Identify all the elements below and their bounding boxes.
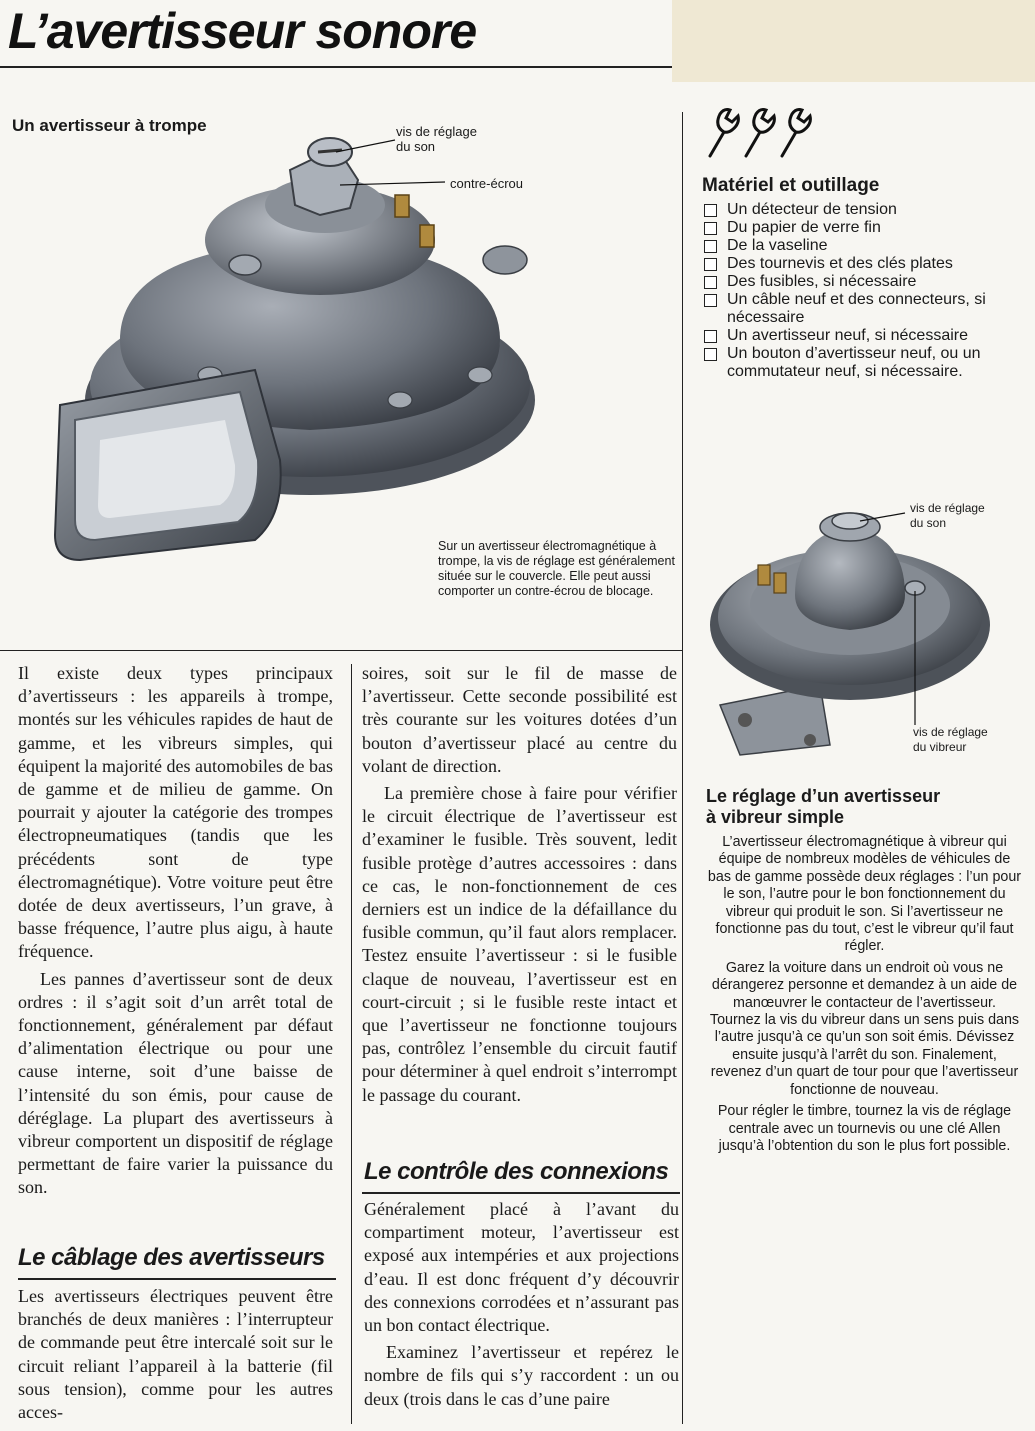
section-connections-rule (362, 1192, 680, 1194)
figure2-label-sound-screw (910, 501, 985, 531)
section-wiring-paragraph: Les avertisseurs électriques peuvent être branchés de deux manières : l’interrupteur de commande peut être intercalé soit sur le circuit reliant l’appareil à la batterie (fil sous tension), comme pour les autres acces- (18, 1286, 333, 1423)
checkbox-icon[interactable] (704, 240, 717, 253)
tools-item-label: Des fusibles, si nécessaire (727, 273, 917, 290)
section-connections-paragraph: Examinez l’avertisseur et repérez le nombre de fils qui s’y raccordent : un ou deux (trois dans le cas d’une paire (364, 1342, 679, 1409)
column2-text (362, 662, 677, 1107)
tools-item (702, 219, 1027, 237)
section-connections-text (364, 1198, 679, 1411)
section-wiring-rule (18, 1278, 336, 1280)
figure2-label-vibrator-screw-line1: vis de réglage (913, 725, 988, 739)
wrench-icon (702, 106, 822, 160)
section-vibrator-heading (706, 786, 940, 828)
column2-paragraph: La première chose à faire pour vérifier le circuit électrique de l’avertisseur est d’examiner le fusible. Très souvent, ledit fusible protège d’autres accessoires : dans ce cas, le non-fonctionnement de ces derniers est un indice de la défaillance du fusible commun, qu’il faut alors remplacer. Testez ensuite l’avertisseur : si le fusible claque de nouveau, l’avertisseur est en court-circuit ; si le fusible reste intact et que l’avertisseur ne fonctionne toujours pas, contrôlez l’ensemble du circuit fautif pour déterminer à quel endroit s’interrompt le passage du courant. (362, 783, 677, 1105)
figure1-caption: Sur un avertisseur électromagnétique à trompe, la vis de réglage est généralement située sur le couvercle. Elle peut aussi comporter un contre-écrou de blocage. (438, 539, 675, 598)
page-title: L’avertisseur sonore (8, 3, 477, 59)
tools-item (702, 201, 1027, 219)
column1-text (18, 662, 333, 1200)
tools-item-label: De la vaseline (727, 237, 828, 254)
section-vibrator-heading-line2: à vibreur simple (706, 807, 845, 827)
figure2-label-sound-screw-line2: du son (910, 516, 947, 530)
figure-bottom-rule (0, 650, 682, 651)
checkbox-icon[interactable] (704, 222, 717, 235)
tools-item-label: Un bouton d’avertisseur neuf, ou un commutateur neuf, si nécessaire. (727, 345, 981, 380)
section-connections-paragraph: Généralement placé à l’avant du compartiment moteur, l’avertisseur est exposé aux intempéries et aux projections d’eau. Il est donc fréquent d’y découvrir des connexions corrodées et n’assurant pas un bon contact électrique. (364, 1199, 679, 1336)
checkbox-icon[interactable] (704, 204, 717, 217)
tools-item (702, 327, 1027, 345)
tools-item-label: Des tournevis et des clés plates (727, 255, 953, 272)
section-connections-heading: Le contrôle des connexions (364, 1158, 669, 1185)
title-rule (0, 66, 672, 68)
middle-column-rule (351, 664, 352, 1424)
checkbox-icon[interactable] (704, 294, 717, 307)
figure1-label-locknut: contre-écrou (450, 176, 523, 191)
section-wiring-text (18, 1285, 333, 1424)
checkbox-icon[interactable] (704, 258, 717, 271)
figure2-label-vibrator-screw-line2: du vibreur (913, 740, 967, 754)
figure1-heading: Un avertisseur à trompe (12, 116, 207, 135)
tools-item (702, 237, 1027, 255)
tools-item-label: Un détecteur de tension (727, 201, 897, 218)
section-vibrator-heading-line1: Le réglage d’un avertisseur (706, 786, 941, 806)
figure1-label-sound-screw-line1: vis de réglage (396, 124, 477, 139)
section-vibrator-paragraph: Pour régler le timbre, tournez la vis de réglage centrale avec un tournevis ou une clé Allen jusqu’à l’obtention du son le plus fort possible. (717, 1103, 1012, 1154)
tools-checklist (702, 201, 1027, 381)
figure1-label-sound-screw (396, 124, 477, 154)
column2-paragraph: soires, soit sur le fil de masse de l’avertisseur. Cette seconde possibilité est très courante sur les voitures dotées d’un bouton d’avertisseur placé au centre du volant de direction. (362, 663, 677, 776)
checkbox-icon[interactable] (704, 276, 717, 289)
tools-item (702, 273, 1027, 291)
tools-item-label: Du papier de verre fin (727, 219, 881, 236)
tools-item (702, 291, 1027, 327)
checkbox-icon[interactable] (704, 348, 717, 361)
column1-paragraph: Il existe deux types principaux d’avertisseurs : les appareils à trompe, montés sur les véhicules rapides de haut de gamme, et les vibreurs simples, qui équipent la majorité des automobiles de bas de gamme et de milieu de gamme. On pourrait y ajouter la catégorie des trompes électropneumatiques (tandis que les précédents sont de type électromagnétique). Votre voiture peut être dotée de deux avertisseurs, l’un grave, à basse fréquence, l’autre plus aigu, à haute fréquence. (18, 663, 333, 962)
column1-paragraph: Les pannes d’avertisseur sont de deux ordres : il s’agit soit d’un arrêt total de fonctionnement, généralement par défaut d’alimentation électrique ou pour une cause interne, soit d’une baisse de l’intensité du son émis, pour cause de déréglage. La plupart des avertisseurs à vibreur comportent un dispositif de réglage permettant de faire varier la puissance du son. (18, 968, 333, 1198)
section-vibrator-paragraph: L’avertisseur électromagnétique à vibreur qui équipe de nombreux modèles de véhicules de bas de gamme possède deux réglages : l’un pour le son, l’autre pour le bon fonctionnement du vibreur qui produit le son. Si l’avertisseur ne fonctionne pas du tout, c’est le vibreur qu’il faut régler. (707, 834, 1022, 955)
page-corner-background (672, 0, 1035, 82)
figure2-label-sound-screw-line1: vis de réglage (910, 501, 985, 515)
section-vibrator-paragraph: Garez la voiture dans un endroit où vous ne dérangerez personne et demandez à un aide de manœuvrer le contacteur de l’avertisseur. Tournez la vis du vibreur dans un sens puis dans l’autre jusqu’à ce qu’un son soit émis. Dévissez ensuite jusqu’à l’arrêt du son. Finalement, revenez d’un quart de tour pour que l’avertisseur fonctionne de nouveau. (709, 959, 1020, 1098)
tools-heading: Matériel et outillage (702, 175, 880, 196)
right-column-rule (682, 112, 683, 1424)
checkbox-icon[interactable] (704, 330, 717, 343)
tools-item (702, 255, 1027, 273)
figure2-label-vibrator-screw (913, 725, 988, 755)
tools-item-label: Un avertisseur neuf, si nécessaire (727, 327, 968, 344)
section-wiring-heading: Le câblage des avertisseurs (18, 1244, 325, 1271)
tools-item-label: Un câble neuf et des connecteurs, si nécessaire (727, 291, 986, 326)
figure1-label-sound-screw-line2: du son (396, 139, 436, 154)
tools-item (702, 345, 1027, 381)
section-vibrator-text (706, 834, 1023, 1155)
